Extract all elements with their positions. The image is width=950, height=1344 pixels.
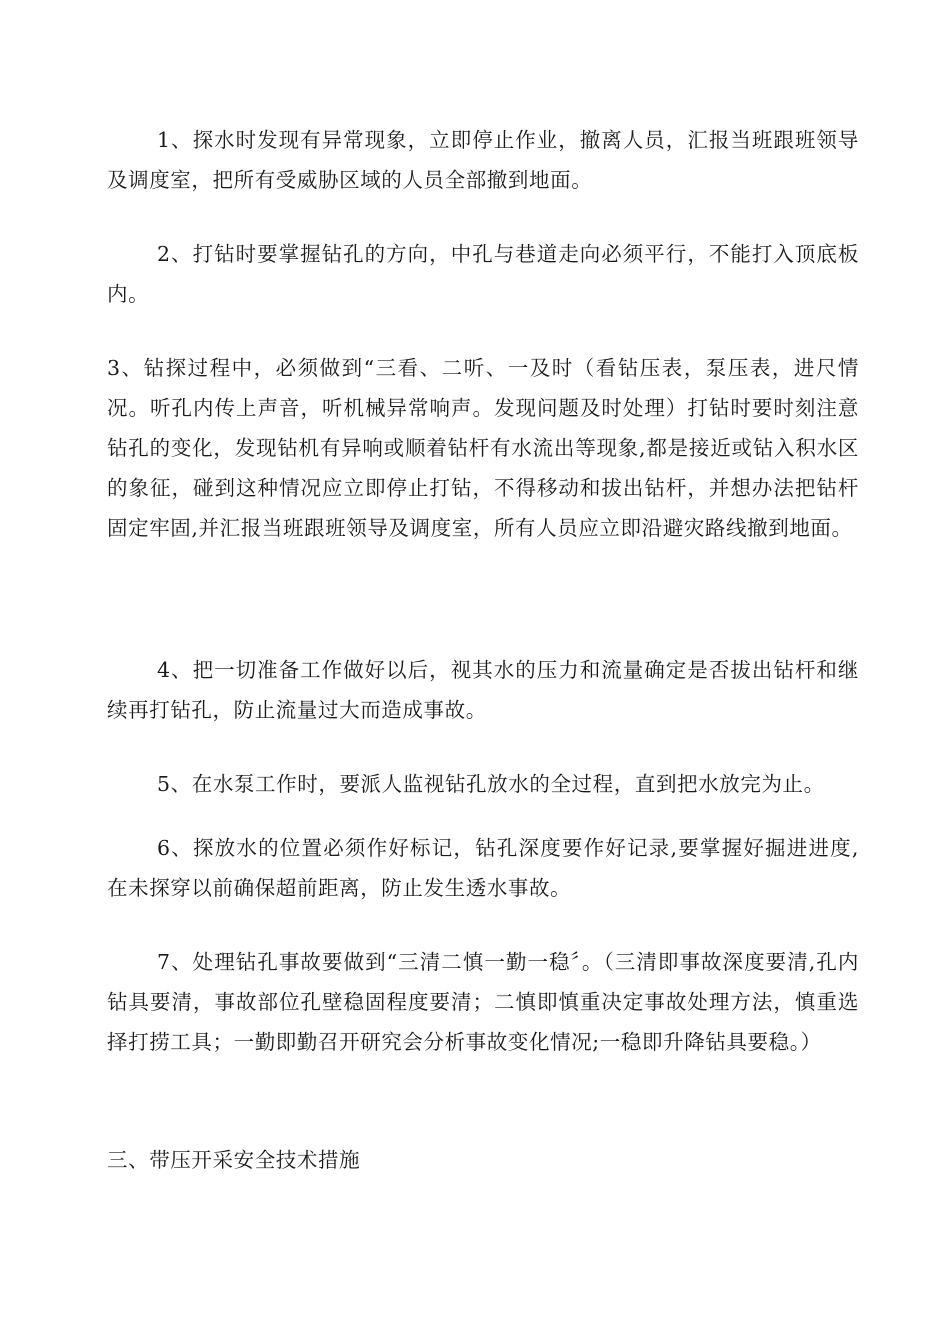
paragraph-6: 6、探放水的位置必须作好标记，钻孔深度要作好记录,要掌握好掘进进度,在未探穿以前确保超前距离，防止发生透水事故。 bbox=[107, 836, 859, 900]
paragraph-1: 1、探水时发现有异常现象，立即停止作业，撤离人员，汇报当班跟班领导及调度室，把所有受威胁区域的人员全部撤到地面。 bbox=[107, 128, 859, 192]
paragraph-2: 2、打钻时要掌握钻孔的方向，中孔与巷道走向必须平行，不能打入顶底板内。 bbox=[107, 242, 859, 306]
paragraph-4: 4、把一切准备工作做好以后，视其水的压力和流量确定是否拔出钻杆和继续再打钻孔，防止流量过大而造成事故。 bbox=[107, 658, 859, 722]
paragraph-7: 7、处理钻孔事故要做到“三清二慎一勤一稳〞。（三清即事故深度要清,孔内钻具要清，事故部位孔壁稳固程度要清；二慎即慎重决定事故处理方法，慎重选择打捞工具；一勤即勤召开研究会分析事故变化情况;一稳即升降钻具要稳。） bbox=[107, 950, 859, 1054]
paragraph-3: 3、钻探过程中，必须做到“三看、二听、一及时（看钻压表，泵压表，进尺情况。听孔内传上声音，听机械异常响声。发现问题及时处理）打钻时要时刻注意钻孔的变化，发现钻机有异响或顺着钻杆有水流出等现象,都是接近或钻入积水区的象征，碰到这种情况应立即停止打钻，不得移动和拔出钻杆，并想办法把钻杆固定牢固,并汇报当班跟班领导及调度室，所有人员应立即沿避灾路线撤到地面。 bbox=[107, 356, 859, 540]
section-heading: 三、带压开采安全技术措施 bbox=[107, 1148, 361, 1172]
paragraph-5: 5、在水泵工作时，要派人监视钻孔放水的全过程，直到把水放完为止。 bbox=[157, 772, 825, 796]
